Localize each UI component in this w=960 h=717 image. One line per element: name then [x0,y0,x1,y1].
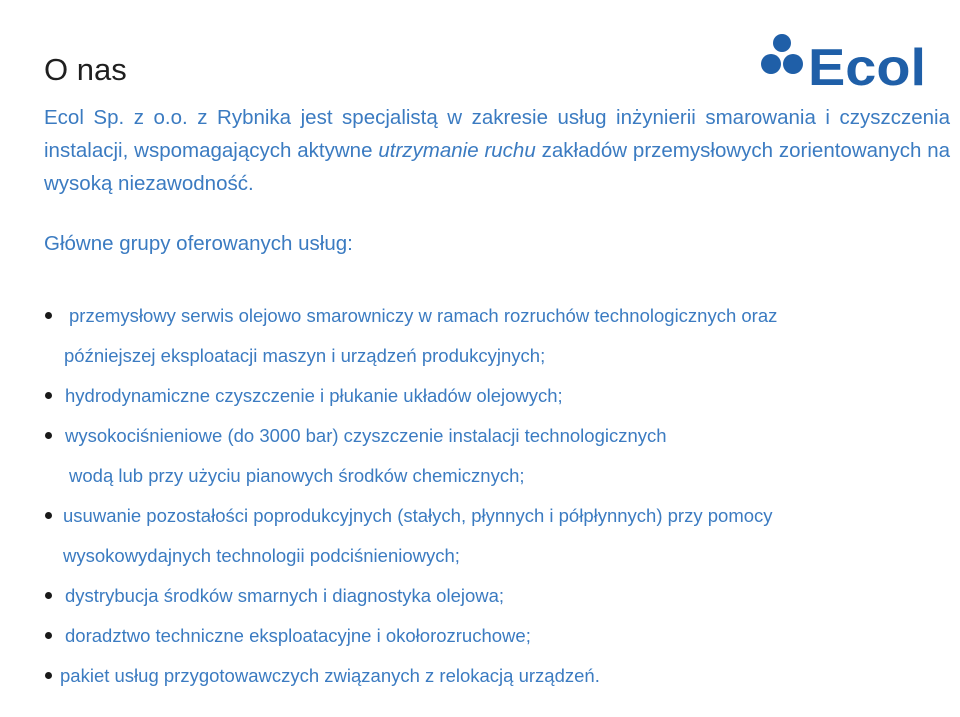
intro-text-start: Ecol Sp. z o.o. z Rybnika jest specjalistą w zakresie usług inżynierii smarowania i czyszczenia instalacji, wspomagających aktywne [44,106,950,162]
intro-text-end: zakładów przemysłowych zorientowanych na wysoką niezawodność. [44,139,951,195]
bullet-dot [45,312,52,319]
service-6-line-1: doradztwo techniczne eksploatacyjne i okołorozruchowe; [65,625,531,646]
logo-text: Ecol [808,39,926,92]
bullet-dot [45,672,52,679]
bullet-dot [45,632,52,639]
bullet-dot [45,592,52,599]
bullet-dot [45,432,52,439]
service-5-line-1: dystrybucja środków smarnych i diagnostyka olejowa; [65,585,505,606]
bullet-dot [45,512,52,519]
intro-emphasis: utrzymanie ruchu [378,139,536,162]
service-7-line-1: pakiet usług przygotowawczych związanych z relokacją urządzeń. [60,665,600,686]
ecol-logo-mark [758,32,928,92]
bullet-dot [45,392,52,399]
service-2-line-1: hydrodynamiczne czyszczenie i płukanie układów olejowych; [65,385,563,406]
ecol-logo [758,32,928,97]
services-heading: Główne grupy oferowanych usług: [44,232,353,255]
service-1-line-2: późniejszej eksploatacji maszyn i urządzeń produkcyjnych; [64,345,546,366]
service-3-line-1: wysokociśnieniowe (do 3000 bar) czyszczenie instalacji technologicznych [65,425,667,446]
service-4-line-1: usuwanie pozostałości poprodukcyjnych (stałych, płynnych i półpłynnych) przy pomocy [63,505,773,526]
service-4-line-2: wysokowydajnych technologii podciśnieniowych; [63,545,460,566]
page-title: O nas [44,52,127,87]
intro-paragraph [44,101,950,200]
service-3-line-2: wodą lub przy użyciu pianowych środków chemicznych; [69,465,525,486]
service-1-line-1: przemysłowy serwis olejowo smarowniczy w ramach rozruchów technologicznych oraz [69,305,778,326]
